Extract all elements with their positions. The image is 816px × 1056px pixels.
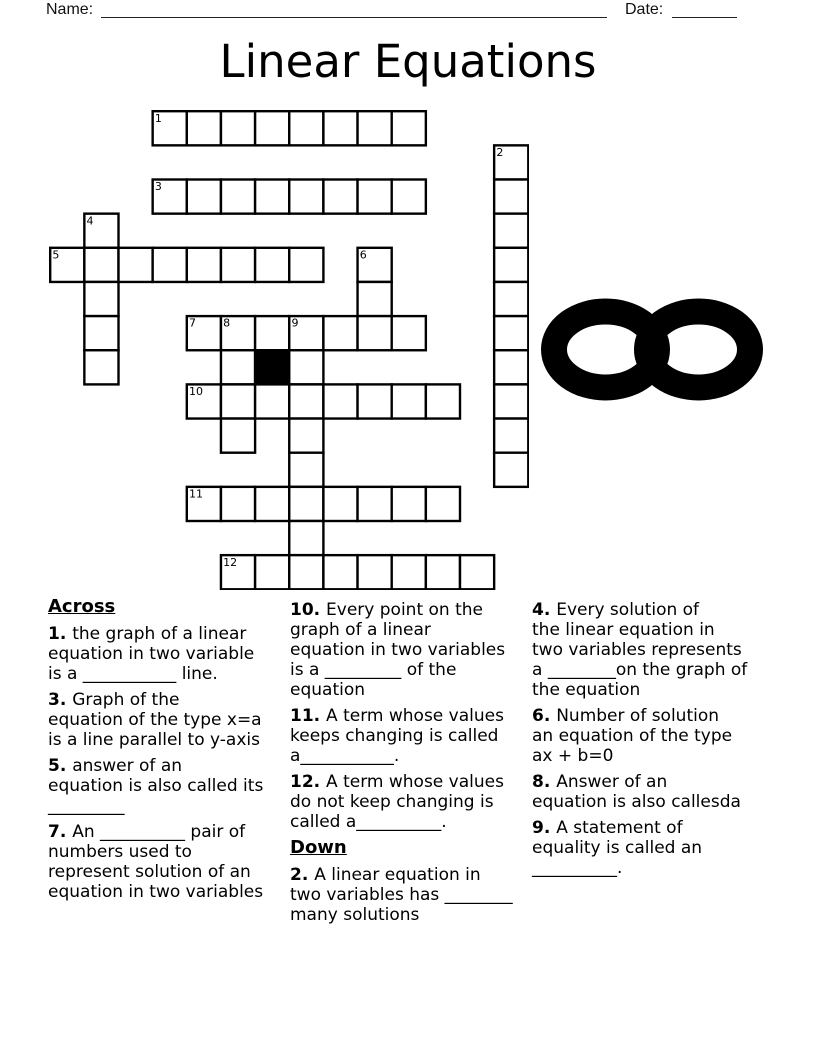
clue-line: is a line parallel to y-axis <box>48 730 260 750</box>
clue-line: 5. answer of an <box>48 756 183 776</box>
clue-10 <box>290 600 530 700</box>
clue-6 <box>532 706 768 766</box>
grid-cell[interactable] <box>187 248 221 282</box>
clues-column-left <box>48 597 288 908</box>
cell-number: 4 <box>86 214 94 228</box>
grid-cell[interactable] <box>392 180 426 214</box>
clue-line: graph of a linear <box>290 620 431 640</box>
grid-cell[interactable] <box>460 555 494 589</box>
grid-cell[interactable] <box>494 180 528 214</box>
grid-cell[interactable] <box>255 316 289 350</box>
grid-cell[interactable] <box>187 180 221 214</box>
grid-cell[interactable] <box>289 453 323 487</box>
cell-number: 12 <box>223 555 238 569</box>
grid-cell[interactable] <box>358 316 392 350</box>
grid-cell[interactable] <box>221 111 255 145</box>
grid-cell[interactable] <box>221 487 255 521</box>
clue-line: 9. A statement of <box>532 818 683 838</box>
clue-9 <box>532 818 768 878</box>
grid-cell[interactable] <box>358 282 392 316</box>
clue-number: 1. <box>48 624 73 644</box>
clue-line: 12. A term whose values <box>290 772 504 792</box>
grid-cell[interactable] <box>84 248 118 282</box>
clue-4 <box>532 600 768 700</box>
grid-cell[interactable] <box>119 248 153 282</box>
grid-cell[interactable] <box>221 248 255 282</box>
clue-7 <box>48 822 288 902</box>
clue-line: do not keep changing is <box>290 792 494 812</box>
cell-number: 1 <box>154 111 162 125</box>
clue-number: 6. <box>532 706 557 726</box>
grid-cell[interactable] <box>323 111 357 145</box>
clue-line: 8. Answer of an <box>532 772 668 792</box>
grid-cell[interactable] <box>323 384 357 418</box>
clue-line: 2. A linear equation in <box>290 865 481 885</box>
grid-cell[interactable] <box>323 316 357 350</box>
grid-cell-black <box>255 350 289 384</box>
grid-cell[interactable] <box>221 419 255 453</box>
grid-cell[interactable] <box>84 282 118 316</box>
clue-number: 10. <box>290 600 327 620</box>
clue-line: __________. <box>532 858 623 878</box>
clue-number: 5. <box>48 756 73 776</box>
grid-cell[interactable] <box>494 419 528 453</box>
grid-cell[interactable] <box>494 282 528 316</box>
grid-cell[interactable] <box>494 214 528 248</box>
clue-line: equation of the type x=a <box>48 710 262 730</box>
grid-cell[interactable] <box>392 487 426 521</box>
grid-cell[interactable] <box>392 316 426 350</box>
clue-12 <box>290 772 530 832</box>
clue-line: numbers used to <box>48 842 192 862</box>
cell-number: 2 <box>496 145 504 159</box>
clue-section-heading-down: Down <box>290 837 347 858</box>
grid-cell[interactable] <box>494 384 528 418</box>
clue-line: is a _________ of the <box>290 660 457 680</box>
clue-section-heading-across: Across <box>48 596 116 617</box>
clue-number: 3. <box>48 690 73 710</box>
clue-number: 7. <box>48 822 73 842</box>
grid-cell[interactable] <box>84 316 118 350</box>
clue-line: a___________. <box>290 746 400 766</box>
cell-number: 9 <box>291 316 299 330</box>
clue-8 <box>532 772 768 812</box>
cell-number: 11 <box>189 487 203 501</box>
clue-number: 8. <box>532 772 557 792</box>
grid-cell[interactable] <box>323 555 357 589</box>
clue-line: an equation of the type <box>532 726 733 746</box>
clue-line: 1. the graph of a linear <box>48 624 247 644</box>
clue-line: 7. An __________ pair of <box>48 822 246 842</box>
clue-line: 6. Number of solution <box>532 706 720 726</box>
date-label: Date: <box>625 1 664 18</box>
grid-cell[interactable] <box>289 521 323 555</box>
grid-cell[interactable] <box>392 555 426 589</box>
grid-cell[interactable] <box>358 384 392 418</box>
grid-cell[interactable] <box>289 487 323 521</box>
clue-line: equation is also callesda <box>532 792 741 812</box>
clue-line: represent solution of an <box>48 862 251 882</box>
grid-cell[interactable] <box>221 350 255 384</box>
grid-cell[interactable] <box>392 111 426 145</box>
date-blank-field[interactable] <box>672 1 737 18</box>
grid-cell[interactable] <box>358 180 392 214</box>
grid-cell[interactable] <box>358 487 392 521</box>
clue-line: equation in two variable <box>48 644 255 664</box>
grid-cell[interactable] <box>255 555 289 589</box>
cell-number: 6 <box>359 248 367 262</box>
cell-number: 8 <box>223 316 231 330</box>
grid-cell[interactable] <box>494 316 528 350</box>
clue-number: 9. <box>532 818 557 838</box>
grid-cell[interactable] <box>255 180 289 214</box>
clue-line: 4. Every solution of <box>532 600 700 620</box>
clue-2 <box>290 865 530 925</box>
clue-line: called a__________. <box>290 812 447 832</box>
grid-cell[interactable] <box>289 555 323 589</box>
clue-number: 11. <box>290 706 327 726</box>
cell-number: 10 <box>189 385 203 398</box>
crossword-grid <box>49 110 529 590</box>
grid-cell[interactable] <box>289 248 323 282</box>
clue-line: _________ <box>48 796 125 816</box>
grid-cell[interactable] <box>426 555 460 589</box>
clue-number: 4. <box>532 600 557 620</box>
grid-cell[interactable] <box>221 384 255 418</box>
grid-cell[interactable] <box>255 384 289 418</box>
clue-line: two variables represents <box>532 640 742 660</box>
grid-cell[interactable] <box>494 453 528 487</box>
grid-cell[interactable] <box>426 487 460 521</box>
clue-line: 3. Graph of the <box>48 690 180 710</box>
grid-cell[interactable] <box>84 350 118 384</box>
grid-cell[interactable] <box>153 248 187 282</box>
clue-line: 10. Every point on the <box>290 600 483 620</box>
clue-1 <box>48 624 288 684</box>
grid-cell[interactable] <box>323 180 357 214</box>
clues-column-right <box>532 597 768 884</box>
grid-cell[interactable] <box>494 248 528 282</box>
clue-3 <box>48 690 288 750</box>
grid-cell[interactable] <box>323 487 357 521</box>
clue-line: ax + b=0 <box>532 746 614 766</box>
clue-number: 12. <box>290 772 327 792</box>
clue-line: the equation <box>532 680 641 700</box>
grid-cell[interactable] <box>289 350 323 384</box>
cell-number: 3 <box>154 180 162 194</box>
grid-cell[interactable] <box>358 555 392 589</box>
grid-cell[interactable] <box>392 384 426 418</box>
name-blank-field[interactable] <box>101 1 607 18</box>
grid-cell[interactable] <box>289 384 323 418</box>
clue-line: equation is also called its <box>48 776 264 796</box>
clue-line: two variables has ________ <box>290 885 513 905</box>
page-title: Linear Equations <box>219 35 597 88</box>
grid-cell[interactable] <box>289 111 323 145</box>
clue-line: keeps changing is called <box>290 726 499 746</box>
grid-cell[interactable] <box>255 248 289 282</box>
grid-cell[interactable] <box>255 487 289 521</box>
grid-cell[interactable] <box>358 111 392 145</box>
clue-line: many solutions <box>290 905 420 925</box>
name-label: Name: <box>46 1 94 18</box>
clue-line: is a ___________ line. <box>48 664 218 684</box>
grid-cell[interactable] <box>494 350 528 384</box>
grid-cell[interactable] <box>255 111 289 145</box>
infinity-icon <box>541 298 763 401</box>
grid-cell[interactable] <box>289 180 323 214</box>
clues-column-middle <box>290 597 530 931</box>
grid-cell[interactable] <box>187 111 221 145</box>
clue-11 <box>290 706 530 766</box>
clue-line: the linear equation in <box>532 620 715 640</box>
clue-line: equation <box>290 680 366 700</box>
clue-line: equation in two variables <box>290 640 506 660</box>
grid-cell[interactable] <box>221 180 255 214</box>
clue-line: 11. A term whose values <box>290 706 504 726</box>
clue-5 <box>48 756 288 816</box>
cell-number: 5 <box>52 248 60 262</box>
clue-line: a ________on the graph of <box>532 660 748 680</box>
clue-number: 2. <box>290 865 315 885</box>
cell-number: 7 <box>189 316 196 330</box>
clue-line: equation in two variables <box>48 882 264 902</box>
grid-cell[interactable] <box>426 384 460 418</box>
clue-line: equality is called an <box>532 838 703 858</box>
grid-cell[interactable] <box>289 419 323 453</box>
